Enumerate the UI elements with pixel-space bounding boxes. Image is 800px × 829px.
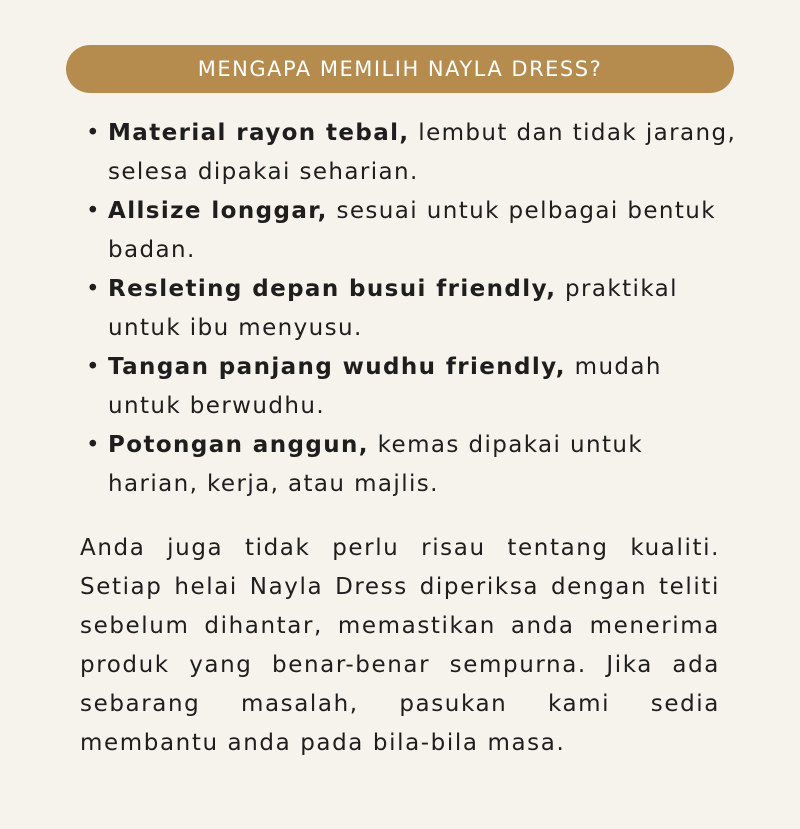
benefit-text: sesuai untuk pelbagai bentuk badan.: [108, 198, 717, 263]
benefit-text: mudah untuk berwudhu.: [108, 354, 662, 419]
bullet-icon: •: [86, 198, 101, 224]
bullet-icon: •: [86, 276, 101, 302]
benefit-text: praktikal untuk ibu menyusu.: [108, 276, 678, 341]
benefit-item: [80, 270, 740, 348]
benefit-title: Material rayon tebal,: [108, 120, 410, 146]
benefit-title: Tangan panjang wudhu friendly,: [108, 354, 566, 380]
benefit-item: [80, 426, 740, 504]
benefit-title: Potongan anggun,: [108, 432, 369, 458]
benefit-item: [80, 114, 740, 192]
section-banner: [66, 45, 734, 93]
bullet-icon: •: [86, 432, 101, 458]
benefit-item: [80, 192, 740, 270]
benefit-text: lembut dan tidak jarang, selesa dipakai seharian.: [108, 120, 737, 185]
benefit-title: Allsize longgar,: [108, 198, 328, 224]
banner-title: MENGAPA MEMILIH NAYLA DRESS?: [197, 57, 603, 81]
benefit-text: kemas dipakai untuk harian, kerja, atau majlis.: [108, 432, 644, 497]
benefit-list: [80, 114, 740, 504]
benefit-title: Resleting depan busui friendly,: [108, 276, 557, 302]
closing-paragraph: Anda juga tidak perlu risau tentang kualiti. Setiap helai Nayla Dress diperiksa dengan teliti sebelum dihantar, memastikan anda menerima produk yang benar-benar sempurna. Jika ada sebarang masalah, pasukan kami sedia membantu anda pada bila-bila masa.: [80, 535, 720, 756]
bullet-icon: •: [86, 354, 101, 380]
benefit-item: [80, 348, 740, 426]
bullet-icon: •: [86, 120, 101, 146]
